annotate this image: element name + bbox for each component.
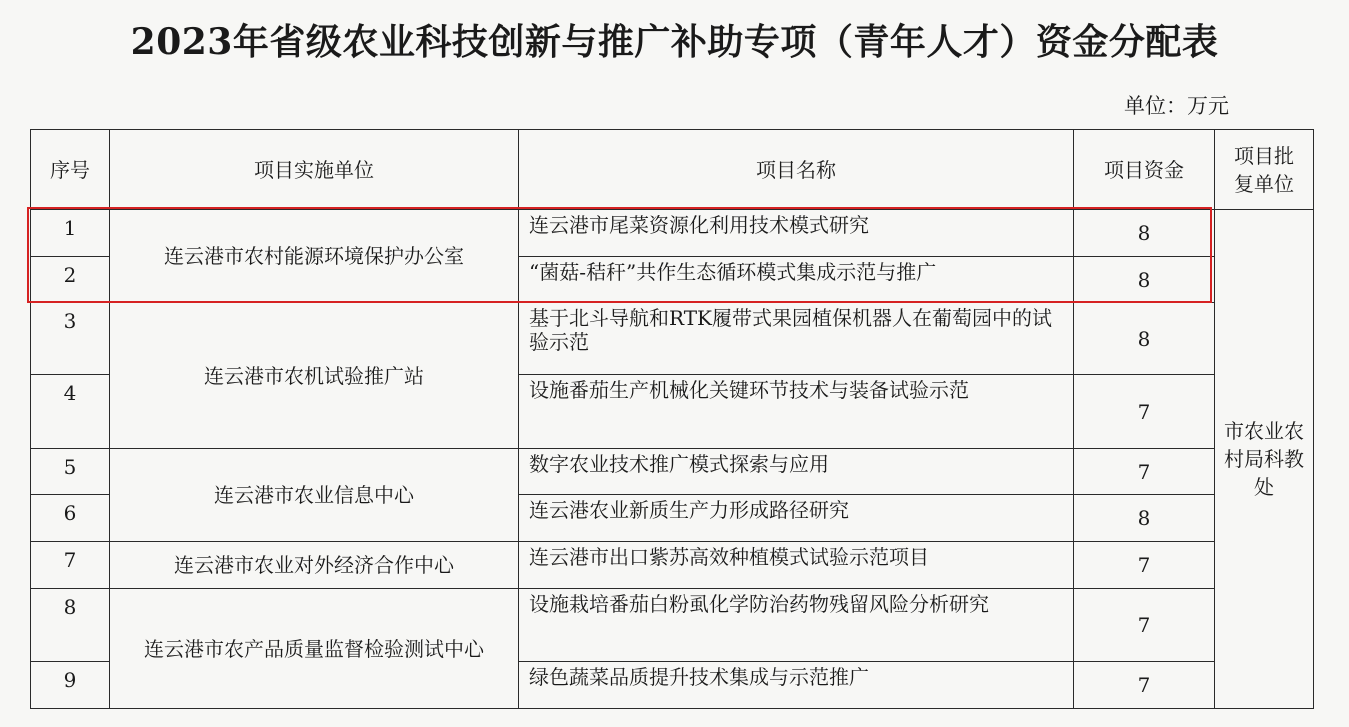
project-name: 设施栽培番茄白粉虱化学防治药物残留风险分析研究 — [519, 589, 1074, 662]
header-dept — [1215, 130, 1314, 210]
project-fund: 8 — [1074, 495, 1215, 542]
row-seq: 8 — [31, 589, 110, 662]
project-name: 连云港市出口紫苏高效种植模式试验示范项目 — [519, 542, 1074, 589]
page-title: 2023年省级农业科技创新与推广补助专项（青年人才）资金分配表 — [130, 21, 1219, 63]
row-seq: 4 — [31, 375, 110, 449]
table-row — [31, 449, 1314, 495]
implementing-unit-text: 连云港市农产品质量监督检验测试中心 — [144, 636, 484, 661]
project-name: 连云港市尾菜资源化利用技术模式研究 — [519, 210, 1074, 257]
table-row — [31, 589, 1314, 662]
approval-dept-cell — [1215, 210, 1314, 709]
row-seq: 3 — [31, 303, 110, 375]
implementing-unit — [110, 589, 519, 709]
header-row — [31, 130, 1314, 210]
project-fund: 8 — [1074, 303, 1215, 375]
project-fund: 7 — [1074, 589, 1215, 662]
row-seq: 6 — [31, 495, 110, 542]
table-row — [31, 542, 1314, 589]
project-fund: 8 — [1074, 257, 1215, 303]
row-seq: 1 — [31, 210, 110, 257]
project-name: 数字农业技术推广模式探索与应用 — [519, 449, 1074, 495]
row-seq: 2 — [31, 257, 110, 303]
table-row — [31, 210, 1314, 257]
row-seq: 7 — [31, 542, 110, 589]
header-seq: 序号 — [31, 130, 110, 210]
project-name: 基于北斗导航和RTK履带式果园植保机器人在葡萄园中的试验示范 — [519, 303, 1074, 375]
approval-dept: 市农业农村局科教处 — [1224, 419, 1304, 499]
unit-label: 单位：万元 — [1124, 94, 1229, 118]
table-row — [31, 303, 1314, 375]
project-fund: 7 — [1074, 375, 1215, 449]
project-name: “菌菇-秸秆”共作生态循环模式集成示范与推广 — [519, 257, 1074, 303]
header-unit: 项目实施单位 — [110, 130, 519, 210]
implementing-unit: 连云港市农业对外经济合作中心 — [110, 542, 519, 589]
implementing-unit: 连云港市农业信息中心 — [110, 449, 519, 542]
project-name: 连云港农业新质生产力形成路径研究 — [519, 495, 1074, 542]
allocation-table — [30, 129, 1314, 709]
header-fund: 项目资金 — [1074, 130, 1215, 210]
project-fund: 8 — [1074, 210, 1215, 257]
project-fund: 7 — [1074, 662, 1215, 709]
project-name: 设施番茄生产机械化关键环节技术与装备试验示范 — [519, 375, 1074, 449]
header-name: 项目名称 — [519, 130, 1074, 210]
project-fund: 7 — [1074, 449, 1215, 495]
project-name: 绿色蔬菜品质提升技术集成与示范推广 — [519, 662, 1074, 709]
project-fund: 7 — [1074, 542, 1215, 589]
implementing-unit: 连云港市农机试验推广站 — [110, 303, 519, 449]
row-seq: 5 — [31, 449, 110, 495]
row-seq: 9 — [31, 662, 110, 709]
implementing-unit: 连云港市农村能源环境保护办公室 — [110, 210, 519, 303]
header-dept-text: 项目批复单位 — [1234, 143, 1294, 196]
